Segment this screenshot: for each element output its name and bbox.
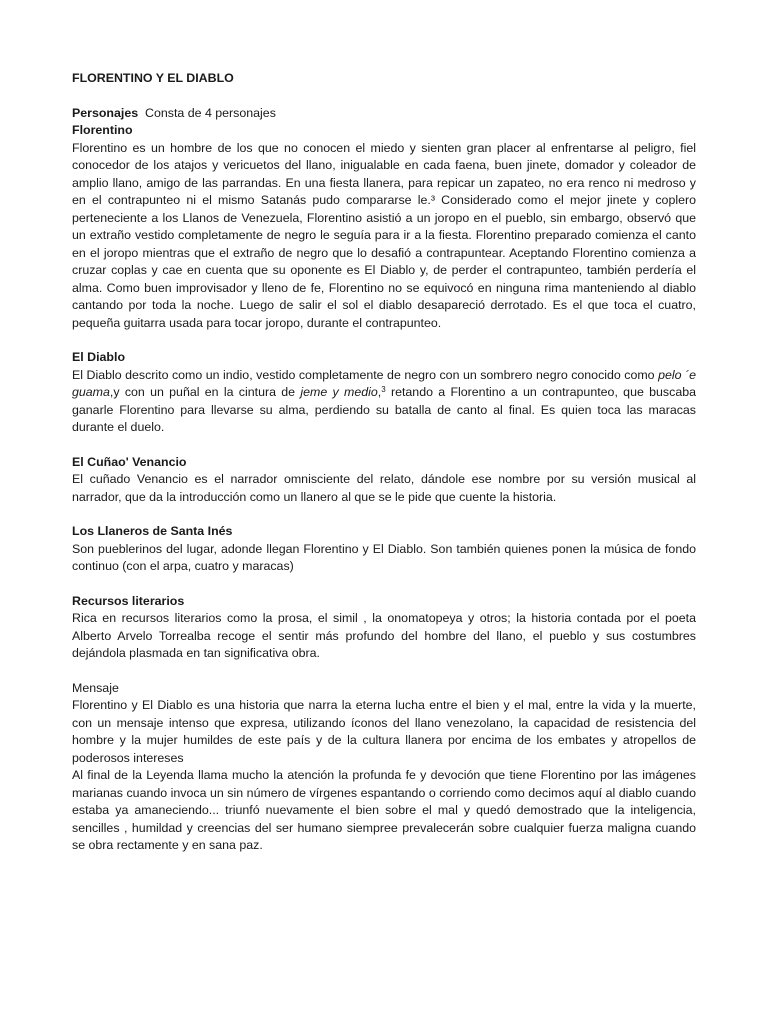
diablo-text-b: ,y con un puñal en la cintura de (109, 385, 301, 399)
mensaje-paragraph-2: Al final de la Leyenda llama mucho la atención la profunda fe y devoción que tiene Florentino por las imágenes marianas cuando invoca un sin número de vírgenes espantando o corriendo como decimos aquí al diablo cuando estaba ya amaneciendo... triunfó nuevamente el bien sobre el mal y quedó demostrado que la inteligencia, sencilles , humildad y creencias del ser humano siempree prevalecerán sobre cualquier fuerza maligna cuando se obra rectamente y en sana paz. (72, 768, 696, 852)
diablo-heading: El Diablo (72, 350, 126, 364)
section-diablo (72, 349, 696, 437)
florentino-heading: Florentino (72, 123, 133, 137)
llaneros-paragraph: Son pueblerinos del lugar, adonde llegan Florentino y El Diablo. Son también quienes ponen la música de fondo continuo (con el arpa, cuatro y maracas) (72, 541, 696, 573)
florentino-paragraph: Florentino es un hombre de los que no conocen el miedo y sienten gran placer al enfrentarse al peligro, fiel conocedor de los atajos y vericuetos del llano, inigualable en cada faena, buen jinete, domador y coleador de amplio llano, amigo de las parrandas. En una fiesta llanera, para repicar un zapateo, no era renco ni medroso y en el contrapunteo ni el mismo Satanás pudo compararse le.³ Considerado como el mejor jinete y coplero perteneciente a los Llanos de Venezuela, Florentino asistió a un joropo en el pueblo, sin embargo, observó que un extraño vestido completamente de negro le seguía para ir a la fiesta. Florentino preparado comienza el canto en el joropo mientras que el extraño de negro que lo desafió a contrapuntear. Aceptando Florentino comienza a cruzar coplas y cae en cuenta que su oponente es El Diablo y, de perder el contrapunteo, también perdería el alma. Como buen improvisador y lleno de fe, Florentino no se equivocó en ninguna rima manteniendo al diablo cantando por toda la noche. Luego de salir el sol el diablo desapareció derrotado. Es el que toca el cuatro, pequeña guitarra usada para tocar joropo, durante el contrapunteo. (72, 140, 696, 330)
section-mensaje (72, 680, 696, 855)
diablo-text-d: retando a Florentino a un contrapunteo, que buscaba ganarle Florentino para llevarse su alma, perdiendo su batalla de canto al final. Es quien toca las maracas durante el duelo. (72, 385, 696, 434)
personajes-note: Consta de 4 personajes (145, 105, 276, 120)
section-llaneros (72, 523, 696, 576)
recursos-heading: Recursos literarios (72, 593, 185, 608)
mensaje-paragraph-1: Florentino y El Diablo es una historia que narra la eterna lucha entre el bien y el mal, entre la vida y la muerte, con un mensaje intenso que expresa, utilizando íconos del llano venezolano, la capacidad de resistencia del hombre y la mujer humildes de este país y de la cultura llanera por encima de los embates y atropellos de poderosos intereses (72, 698, 696, 765)
diablo-paragraph (72, 367, 696, 437)
diablo-italic-a: pelo ´e guama (72, 367, 696, 399)
section-personajes (72, 105, 696, 123)
recursos-paragraph: Rica en recursos literarios como la prosa, el simil , la onomatopeya y otros; la historia contada por el poeta Alberto Arvelo Torrealba recoge el sentir más profundo del hombre del llano, el pueblo y sus costumbres dejándola plasmada en tan significativa obra. (72, 611, 696, 660)
document-page (72, 70, 696, 872)
personajes-heading: Personajes (72, 105, 139, 120)
section-recursos (72, 593, 696, 663)
document-title: FLORENTINO Y EL DIABLO (72, 71, 234, 85)
llaneros-heading: Los Llaneros de Santa Inés (72, 524, 233, 538)
diablo-italic-b: jeme y medio (300, 385, 378, 399)
cunao-heading: El Cuñao' Venancio (72, 454, 187, 469)
diablo-footnote-ref: 3 (381, 385, 386, 394)
diablo-text-c: , (377, 385, 382, 399)
diablo-text-a: El Diablo descrito como un indio, vestido completamente de negro con un sombrero negro conocido como (72, 367, 659, 382)
mensaje-heading: Mensaje (72, 680, 119, 695)
section-florentino (72, 122, 696, 332)
section-cunao (72, 454, 696, 507)
cunao-paragraph: El cuñado Venancio es el narrador omnisciente del relato, dándole ese nombre por su versión musical al narrador, que da la introducción como un llanero al que se le pide que cuente la historia. (72, 472, 696, 504)
